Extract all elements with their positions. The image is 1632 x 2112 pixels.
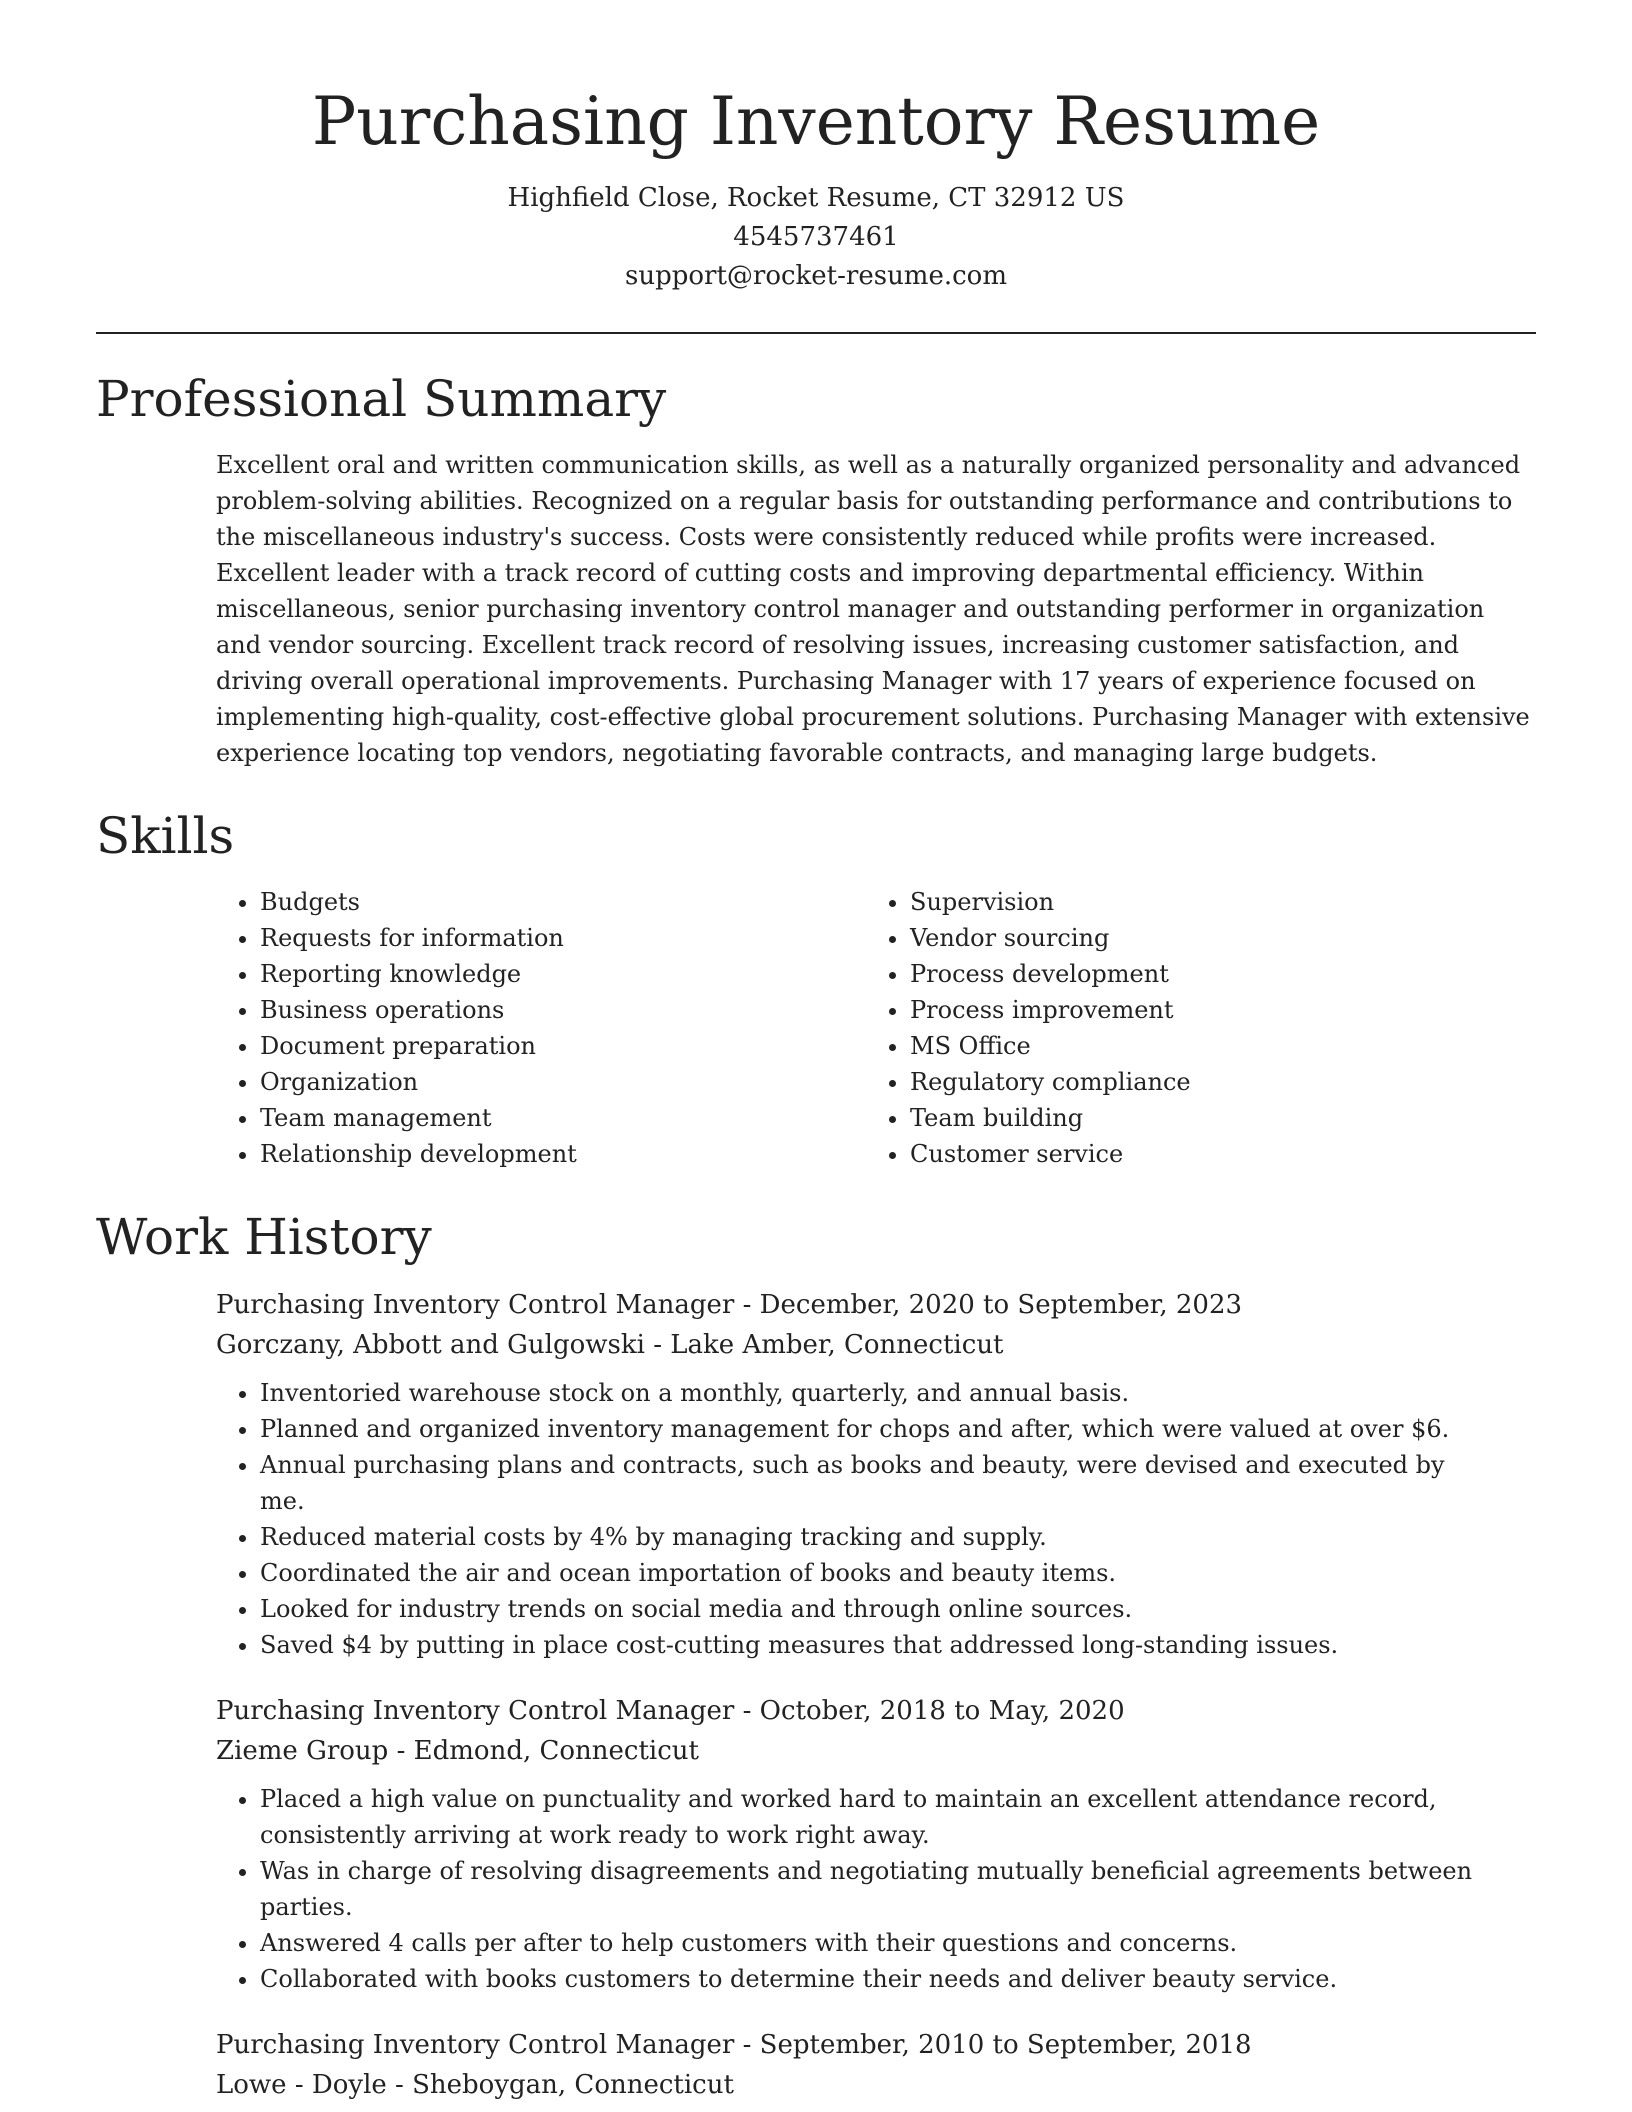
job-title: Purchasing Inventory Control Manager	[216, 1696, 735, 1727]
job-entry-2	[96, 1691, 1536, 1997]
skill-item: • Document preparation	[260, 1028, 866, 1064]
header-divider	[96, 332, 1536, 334]
skill-item: • Team management	[260, 1100, 866, 1136]
skill-item: • Business operations	[260, 992, 866, 1028]
job-bullet: • Inventoried warehouse stock on a monthly, quarterly, and annual basis.	[260, 1375, 1536, 1411]
skill-item: • Requests for information	[260, 920, 866, 956]
job-bullet: • Was in charge of resolving disagreements and negotiating mutually beneficial agreements between parties.	[260, 1853, 1536, 1925]
job-bullet: • Collaborated with books customers to determine their needs and deliver beauty service.	[260, 1961, 1536, 1997]
resume-header	[96, 0, 1536, 296]
skill-item: • MS Office	[910, 1028, 1516, 1064]
job-company: Gorczany, Abbott and Gulgowski	[216, 1330, 645, 1361]
job-entry-3	[96, 2025, 1536, 2105]
skills-list-right	[866, 884, 1516, 1172]
job-dates: - October, 2018 to May, 2020	[734, 1696, 1125, 1727]
job-company: Lowe - Doyle	[216, 2070, 387, 2101]
summary-heading: Professional Summary	[96, 370, 667, 429]
summary-text: Excellent oral and written communication skills, as well as a naturally organized personality and advanced problem-solving abilities. Recognized on a regular basis for outstanding performance and contributions to the miscellaneous industry's success. Costs were consistently reduced while profits were increased. Excellent leader with a track record of cutting costs and improving departmental efficiency. Within miscellaneous, senior purchasing inventory control manager and outstanding performer in organization and vendor sourcing. Excellent track record of resolving issues, increasing customer satisfaction, and driving overall operational improvements. Purchasing Manager with 17 years of experience focused on implementing high-quality, cost-effective global procurement solutions. Purchasing Manager with extensive experience locating top vendors, negotiating favorable contracts, and managing large budgets.	[216, 451, 1530, 768]
job-bullet: • Annual purchasing plans and contracts, such as books and beauty, were devised and executed by me.	[260, 1447, 1536, 1519]
job-location: - Edmond, Connecticut	[388, 1736, 699, 1767]
job-company-line	[216, 2065, 1536, 2105]
skill-item: • Relationship development	[260, 1136, 866, 1172]
job-bullet: • Looked for industry trends on social media and through online sources.	[260, 1591, 1536, 1627]
contact-address: Highfield Close, Rocket Resume, CT 32912 US	[507, 183, 1125, 214]
skill-item: • Team building	[910, 1100, 1516, 1136]
job-bullet: • Saved $4 by putting in place cost-cutting measures that addressed long-standing issues.	[260, 1627, 1536, 1663]
skills-section	[96, 884, 1536, 1172]
job-dates: - December, 2020 to September, 2023	[734, 1290, 1243, 1321]
job-bullets	[216, 1375, 1536, 1663]
job-bullet: • Answered 4 calls per after to help customers with their questions and concerns.	[260, 1925, 1536, 1961]
job-location: - Sheboygan, Connecticut	[386, 2070, 734, 2101]
work-history-heading: Work History	[96, 1208, 432, 1267]
job-title-line	[216, 1285, 1536, 1325]
skills-list-left	[216, 884, 866, 1172]
job-company: Zieme Group	[216, 1736, 389, 1767]
summary-section	[96, 447, 1536, 771]
skill-item: • Supervision	[910, 884, 1516, 920]
contact-phone: 4545737461	[733, 222, 899, 253]
job-entry-1	[96, 1285, 1536, 1663]
skill-item: • Process development	[910, 956, 1516, 992]
skill-item: • Vendor sourcing	[910, 920, 1516, 956]
job-title: Purchasing Inventory Control Manager	[216, 2030, 735, 2061]
skill-item: • Budgets	[260, 884, 866, 920]
job-title: Purchasing Inventory Control Manager	[216, 1290, 735, 1321]
skill-item: • Customer service	[910, 1136, 1516, 1172]
job-company-line	[216, 1325, 1536, 1365]
skill-item: • Reporting knowledge	[260, 956, 866, 992]
resume-title: Purchasing Inventory Resume	[311, 83, 1321, 160]
job-bullet: • Placed a high value on punctuality and worked hard to maintain an excellent attendance record, consistently arriving at work ready to work right away.	[260, 1781, 1536, 1853]
skill-item: • Process improvement	[910, 992, 1516, 1028]
job-location: - Lake Amber, Connecticut	[644, 1330, 1004, 1361]
job-company-line	[216, 1731, 1536, 1771]
job-bullet: • Planned and organized inventory management for chops and after, which were valued at over $6.	[260, 1411, 1536, 1447]
skill-item: • Organization	[260, 1064, 866, 1100]
job-dates: - September, 2010 to September, 2018	[734, 2030, 1252, 2061]
job-bullet: • Coordinated the air and ocean importation of books and beauty items.	[260, 1555, 1536, 1591]
job-bullets	[216, 1781, 1536, 1997]
job-title-line	[216, 1691, 1536, 1731]
skills-heading: Skills	[96, 807, 235, 866]
job-title-line	[216, 2025, 1536, 2065]
job-bullet: • Reduced material costs by 4% by managing tracking and supply.	[260, 1519, 1536, 1555]
contact-email: support@rocket-resume.com	[624, 261, 1007, 292]
skill-item: • Regulatory compliance	[910, 1064, 1516, 1100]
